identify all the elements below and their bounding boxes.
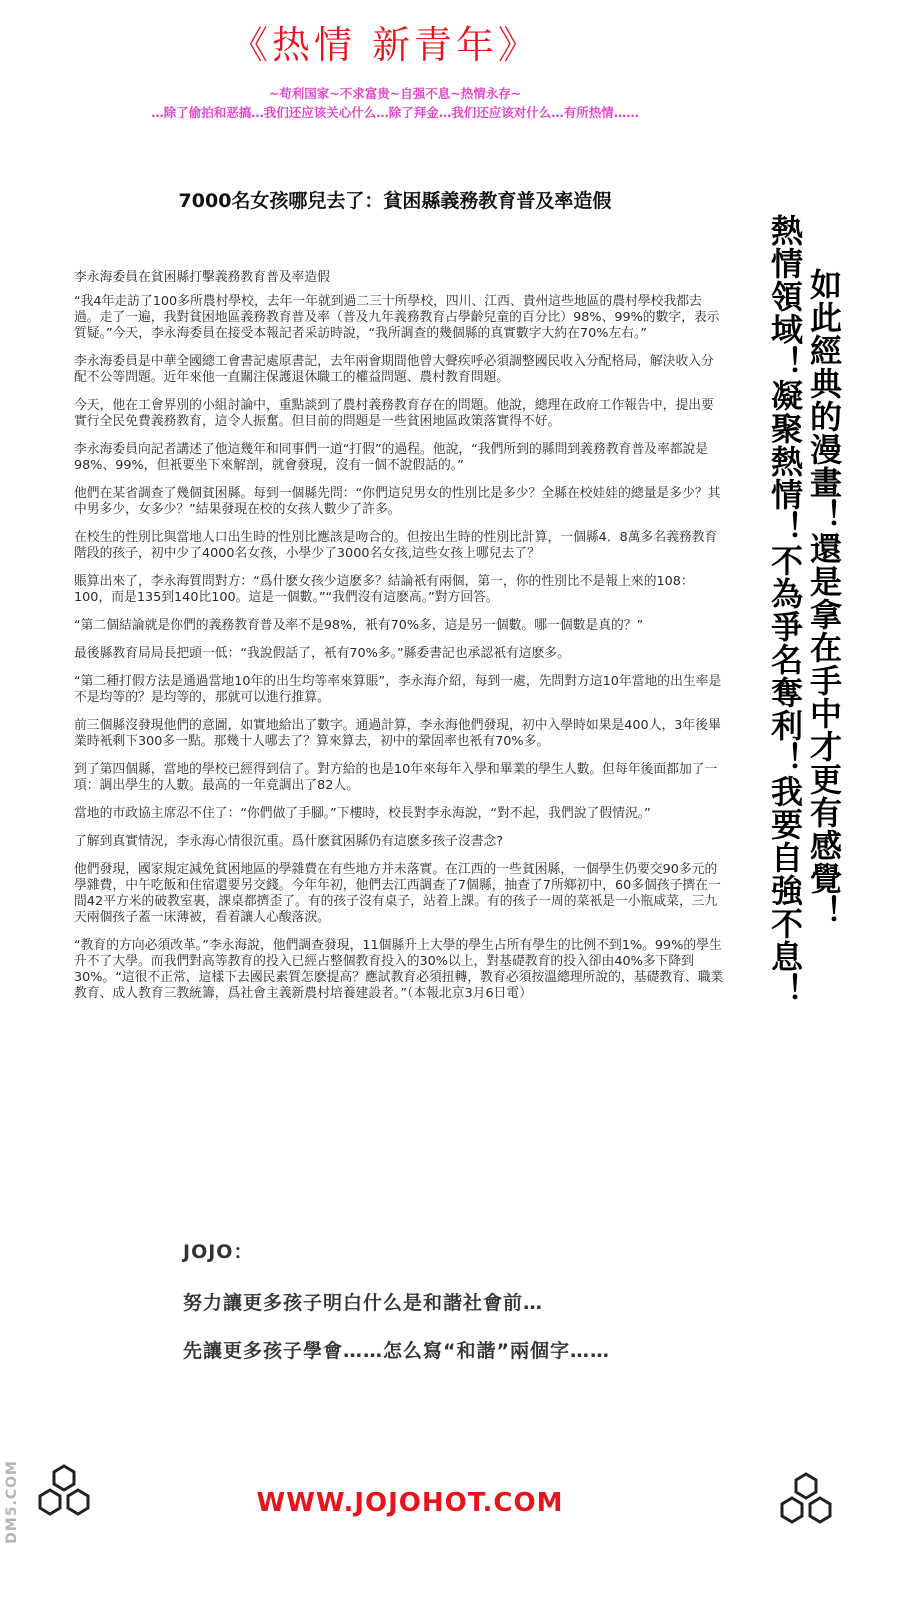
article-paragraph: 前三個縣沒發現他們的意圖，如實地給出了數字。通過計算，李永海他們發現，初中入學時如果是400人，3年後畢業時衹剩下300多一點。那幾十人哪去了？算來算去，初中的鞏固率也衹有70%多。	[74, 718, 721, 749]
hexagon-molecule-icon	[776, 1470, 836, 1530]
article-paragraph: 他們發現，國家規定減免貧困地區的學雜費在有些地方并未落實。在江西的一些貧困縣，一個學生仍要交90多元的學雜費，中午吃飯和住宿還要另交錢。今年年初，他們去江西調查了7個縣，抽查了7所鄉初中，60多個孩子擠在一間42平方米的破教室裏，課桌都擠歪了。有的孩子沒有桌子，站着上課。有的孩子一周的菜衹是一小瓶咸菜，三九天兩個孩子蓋一床薄被，看着讓人心酸落淚。	[74, 862, 721, 925]
masthead-title: 《热情 新青年》	[229, 23, 541, 67]
article-paragraph: 當地的市政協主席忍不住了：“你們做了手腳。”下樓時，校長對李永海說，“對不起，我們說了假情況。”	[74, 806, 651, 821]
motto-line-1: ~苟利国家~不求富贵~自强不息~热情永存~	[268, 86, 522, 101]
article-paragraph: 李永海委員是中華全國總工會書記處原書記，去年兩會期間他曾大聲疾呼必須調整國民收入分配格局，解決收入分配不公等問題。近年來他一直關注保護退休職工的權益問題、農村教育問題。	[74, 354, 714, 385]
article-paragraph: 了解到真實情況，李永海心情很沉重。爲什麽貧困縣仍有這麽多孩子沒書念?	[74, 834, 504, 849]
article-paragraph: 他們在某省調查了幾個貧困縣。每到一個縣先問：“你們這兒男女的性別比是多少？全縣在校娃娃的總量是多少？其中男多少，女多少？”結果發現在校的女孩人數少了許多。	[74, 486, 721, 517]
site-watermark: DM5.COM	[4, 1460, 20, 1544]
vertical-slogan-right: 如此經典的漫畫！還是拿在手中才更有感覺！	[805, 268, 843, 928]
article-paragraph: 李永海委員向記者講述了他這幾年和同事們一道“打假”的過程。他說，“我們所到的縣問到義務教育普及率都說是98%、99%，但衹要坐下來解剖，就會發現，沒有一個不說假話的。”	[74, 442, 709, 473]
motto-line-2: …除了偷拍和恶搞…我们还应该关心什么…除了拜金…我们还应该对什么…有所热情……	[151, 105, 639, 120]
comment-line-2: 先讓更多孩子學會……怎么寫“和諧”兩個字……	[183, 1340, 610, 1362]
footer-url-link[interactable]: WWW.JOJOHOT.COM	[256, 1488, 564, 1518]
vertical-slogan-left: 熱情領域！凝聚熱情！不為爭名奪利！我要自強不息！	[766, 214, 804, 1006]
article-lead: 李永海委員在貧困縣打擊義務教育普及率造假	[74, 270, 330, 285]
article-paragraph: 賬算出來了，李永海質問對方：“爲什麽女孩少這麽多？結論衹有兩個，第一，你的性別比不是報上來的108：100，而是135到140比100。這是一個數。”“我們沒有這麽高。”對方回答。	[74, 574, 694, 605]
article-paragraph: 在校生的性別比與當地人口出生時的性別比應該是吻合的。但按出生時的性別比計算，一個縣4．8萬多名義務教育階段的孩子，初中少了4000名女孩，小學少了3000名女孩,這些女孩上哪兒去了？	[74, 530, 718, 561]
comment-line-1: 努力讓更多孩子明白什么是和諧社會前…	[183, 1292, 544, 1314]
comment-author: JOJO：	[183, 1241, 254, 1263]
article-paragraph: “第二個結論就是你們的義務教育普及率不是98%，衹有70%多，這是另一個數。哪一個數是真的？”	[74, 618, 644, 633]
article-headline: 7000名女孩哪兒去了：貧困縣義務教育普及率造假	[178, 190, 612, 212]
article-paragraph: “教育的方向必須改革。”李永海說，他們調查發現，11個縣升上大學的學生占所有學生的比例不到1%。99%的學生升不了大學。而我們對高等教育的投入已經占整個教育投入的30%以上，對基礎教育的投入卻由40%多下降到30%。“這很不正常，這樣下去國民素質怎麽提高？應試教育必須扭轉，教育必須按溫總理所說的，基礎教育、職業教育、成人教育三教統籌，爲社會主義新農村培養建設者。”（本報北京3月6日電）	[74, 938, 724, 1001]
article-paragraph: 到了第四個縣，當地的學校已經得到信了。對方給的也是10年來每年入學和畢業的學生人數。但每年後面都加了一項：調出學生的人數。最高的一年竟調出了82人。	[74, 762, 718, 793]
article-body	[74, 270, 724, 1014]
article-paragraph: “我4年走訪了100多所農村學校，去年一年就到過二三十所學校，四川、江西、貴州這些地區的農村學校我都去過。走了一遍，我對貧困地區義務教育普及率（普及九年義務教育占學齡兒童的百分比）98%、99%的數字，表示質疑。”今天，李永海委員在接受本報記者采訪時說，“我所調查的幾個縣的真實數字大約在70%左右。”	[74, 294, 720, 341]
article-paragraph: 最後縣教育局局長把頭一低：“我說假話了，衹有70%多。”縣委書記也承認衹有這麽多。	[74, 646, 570, 661]
article-paragraph: 今天，他在工會界別的小組討論中，重點談到了農村義務教育存在的問題。他說，總理在政府工作報告中，提出要實行全民免費義務教育，這令人振奮。但目前的問題是一些貧困地區政策落實得不好。	[74, 398, 714, 429]
article-paragraph: “第二種打假方法是通過當地10年的出生均等率來算賬”，李永海介紹，每到一處，先問對方這10年當地的出生率是不是均等的？是均等的，那就可以進行推算。	[74, 674, 722, 705]
